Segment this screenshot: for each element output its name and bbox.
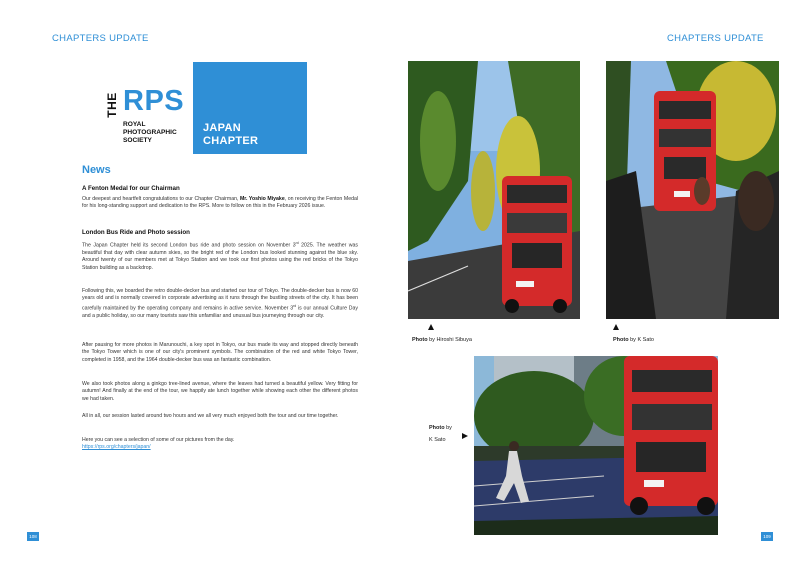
logo-chapter-line2: CHAPTER <box>203 135 259 147</box>
logo-rps-text: RPS <box>123 85 185 117</box>
bus-photo-crowd <box>606 61 779 319</box>
news-heading: News <box>82 164 111 176</box>
photo3-caption: Photo by <box>429 425 452 431</box>
photo1-caption: Photo by Hiroshi Sibuya <box>412 337 472 343</box>
article1-title: A Fenton Medal for our Chairman <box>82 185 180 192</box>
article2-para5: All in all, our session lasted around two hours and we all very much enjoyed both the tour and our time together. <box>82 413 339 419</box>
photo3-caption-line2: K Sato <box>429 437 446 443</box>
arrow-up-icon <box>428 324 434 330</box>
bus-photo-photographer <box>474 356 718 535</box>
chapter-link[interactable]: https://rps.org/chapters/japan/ <box>82 444 151 451</box>
arrow-right-icon <box>462 433 468 439</box>
article2-para4: We also took photos along a ginkgo tree-lined avenue, where the leaves had turned a beautiful yellow. Very fitting for autumn! And finally at the end of the tour, we happily ate lunch together while showing each other the different photos we had taken. <box>82 381 358 402</box>
article2-para6: Here you can see a selection of some of our pictures from the day. https://rps.org/chapters/japan/ <box>82 437 358 452</box>
logo-the-text: THE <box>104 92 119 118</box>
article2-para1: The Japan Chapter held its second London bus ride and photo session on November 3rd 2025. The weather was beautiful that day with clear autumn skies, so the bright red of the London bus looked stunning against the blue sky. Around twenty of our members met at Tokyo Station and we took our first photos using the red bricks of the Tokyo Station building as a backdrop. <box>82 241 358 271</box>
article2-title: London Bus Ride and Photo session <box>82 229 190 236</box>
bus-photo-ginkgo-avenue <box>408 61 580 319</box>
logo-chapter-block <box>193 62 307 154</box>
article1-body: Our deepest and heartfelt congratulations to our Chapter Chairman, Mr. Yoshio Miyake, on receiving the Fenton Medal for his long-standing support and dedication to the RPS. More to follow on this in the February 2026 issue. <box>82 196 358 210</box>
arrow-up-icon <box>613 324 619 330</box>
section-header-left: CHAPTERS UPDATE <box>52 33 149 44</box>
page-number-left: 108 <box>27 532 39 541</box>
page-number-right: 109 <box>761 532 773 541</box>
photo2-caption: Photo by K Sato <box>613 337 654 343</box>
article2-para2: Following this, we boarded the retro double-decker bus and started our tour of Tokyo. The double-decker bus is now 60 years old and is normally covered in corporate advertising as it runs through the bustling streets of the city. It has been carefully maintained by the operating company and remains in active service. November 3rd is our annual Culture Day and a public holiday, so our many tourists saw this unfamiliar and unusual bus journeying through our city. <box>82 288 358 319</box>
section-header-right: CHAPTERS UPDATE <box>667 33 764 44</box>
logo-society-text: ROYAL PHOTOGRAPHIC SOCIETY <box>123 121 177 144</box>
article2-para3: After pausing for more photos in Marunouchi, a key spot in Tokyo, our bus made its way and stopped directly beneath the Tokyo Tower which is one of our city's prominent symbols. The combination of the red and white Tokyo Tower, completed in 1958, and the 1964 double-decker bus was an fantastic combination. <box>82 342 358 363</box>
logo-chapter-line1: JAPAN <box>203 122 241 134</box>
